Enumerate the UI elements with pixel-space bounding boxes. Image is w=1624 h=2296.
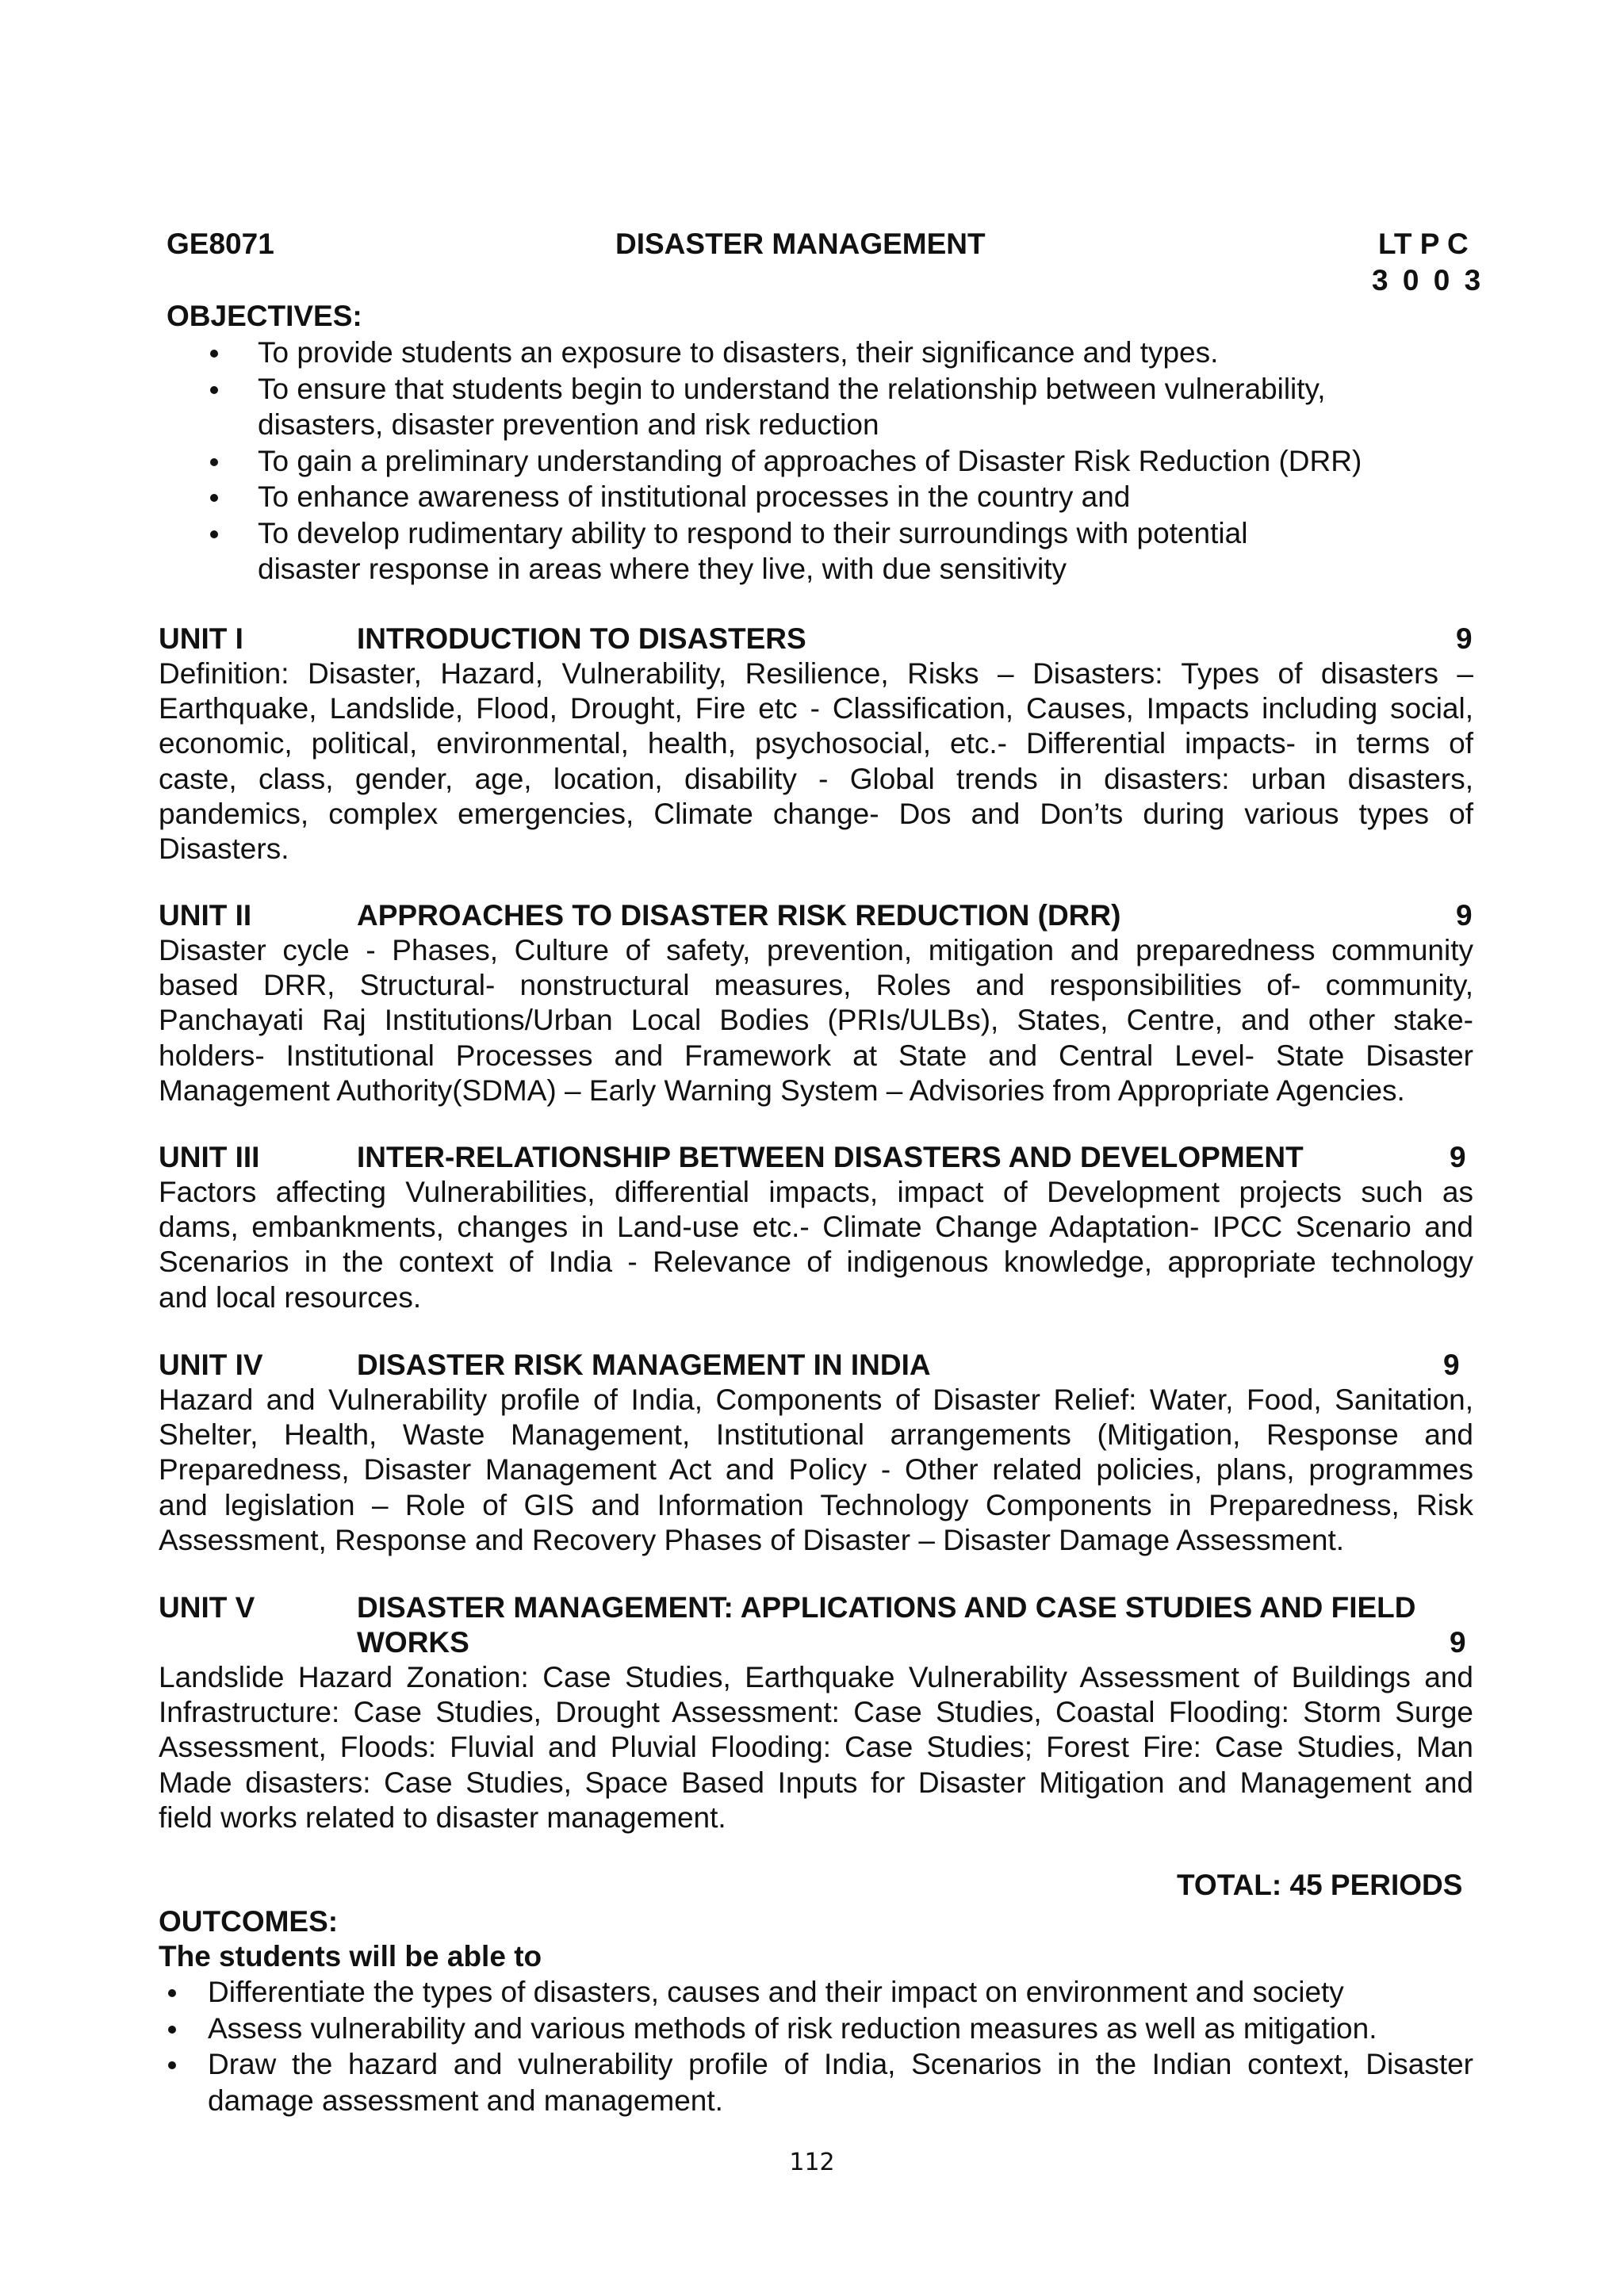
- objective-item: To develop rudimentary ability to respond to their surroundings with potential disaster response in areas where they live, with due sensitivity: [210, 515, 1362, 587]
- objective-item: To enhance awareness of institutional processes in the country and: [210, 479, 1362, 515]
- bullet-icon: [210, 386, 218, 394]
- objective-item: To provide students an exposure to disasters, their significance and types.: [210, 335, 1362, 371]
- unit-3-content: Factors affecting Vulnerabilities, differential impacts, impact of Development projects such as dams, embankments, changes in Land-use etc.- Climate Change Adaptation- IPCC Scenario and Scenarios in the context of India - Relevance of indigenous knowledge, appropriate technology and local resources.: [159, 1176, 1473, 1314]
- page-number: 112: [789, 2149, 835, 2176]
- unit-5-content: Landslide Hazard Zonation: Case Studies, Earthquake Vulnerability Assessment of Buildings and Infrastructure: Case Studies, Drought Assessment: Case Studies, Coastal Flooding: Storm Surge Assessment, Floods: Fluvial and Pluvial Flooding: Case Studies; Forest Fire: Case Studies, Man Made disasters: Case Studies, Space Based Inputs for Disaster Mitigation and Management and field works related to disaster management.: [159, 1661, 1473, 1834]
- bullet-icon: [210, 350, 218, 358]
- outcomes-heading: OUTCOMES:: [159, 1905, 339, 1938]
- course-title: DISASTER MANAGEMENT: [615, 228, 986, 260]
- bullet-icon: [168, 2026, 176, 2034]
- unit-4-hours: 9: [1443, 1349, 1460, 1381]
- total-periods: TOTAL: 45 PERIODS: [1177, 1869, 1463, 1901]
- unit-2-title: APPROACHES TO DISASTER RISK REDUCTION (DRR): [357, 899, 1121, 932]
- ltpc-label: LT P C: [1378, 228, 1469, 260]
- bullet-icon: [210, 458, 218, 466]
- course-code: GE8071: [167, 228, 274, 260]
- unit-4-label: UNIT IV: [159, 1349, 263, 1381]
- unit-1-content: Definition: Disaster, Hazard, Vulnerability, Resilience, Risks – Disasters: Types of disasters – Earthquake, Landslide, Flood, Drought, Fire etc - Classification, Causes, Impacts including social, economic, political, environmental, health, psychosocial, etc.- Differential impacts- in terms of caste, class, gender, age, location, disability - Global trends in disasters: urban disasters, pandemics, complex emergencies, Climate change- Dos and Don’ts during various types of Disasters.: [159, 657, 1473, 866]
- bullet-icon: [168, 1989, 176, 1997]
- unit-4-title: DISASTER RISK MANAGEMENT IN INDIA: [357, 1349, 931, 1381]
- objectives-list: [210, 335, 1362, 587]
- bullet-icon: [210, 494, 218, 502]
- objective-item: To ensure that students begin to understand the relationship between vulnerability, disasters, disaster prevention and risk reduction: [210, 371, 1362, 443]
- unit-2-hours: 9: [1456, 899, 1473, 932]
- bullet-icon: [168, 2061, 176, 2069]
- outcomes-list: [168, 1974, 1473, 2118]
- bullet-icon: [210, 530, 218, 538]
- outcomes-subheading: The students will be able to: [159, 1940, 542, 1973]
- unit-2-content: Disaster cycle - Phases, Culture of safety, prevention, mitigation and preparedness community based DRR, Structural- nonstructural measures, Roles and responsibilities of- community, Panchayati Raj Institutions/Urban Local Bodies (PRIs/ULBs), States, Centre, and other stake- holders- Institutional Processes and Framework at State and Central Level- State Disaster Management Authority(SDMA) – Early Warning System – Advisories from Appropriate Agencies.: [159, 934, 1473, 1107]
- outcome-item: Differentiate the types of disasters, causes and their impact on environment and society: [168, 1974, 1473, 2011]
- unit-1-hours: 9: [1456, 622, 1473, 655]
- unit-5-hours: 9: [1450, 1626, 1466, 1659]
- unit-1-title: INTRODUCTION TO DISASTERS: [357, 622, 806, 655]
- unit-1-label: UNIT I: [159, 622, 243, 655]
- unit-5-title-continued: WORKS: [357, 1626, 469, 1659]
- unit-4-content: Hazard and Vulnerability profile of India, Components of Disaster Relief: Water, Food, Sanitation, Shelter, Health, Waste Management, Institutional arrangements (Mitigation, Response and Preparedness, Disaster Management Act and Policy - Other related policies, plans, programmes and legislation – Role of GIS and Information Technology Components in Preparedness, Risk Assessment, Response and Recovery Phases of Disaster – Disaster Damage Assessment.: [159, 1383, 1473, 1556]
- unit-3-hours: 9: [1450, 1141, 1466, 1173]
- unit-5-title: DISASTER MANAGEMENT: APPLICATIONS AND CASE STUDIES AND FIELD: [357, 1591, 1416, 1624]
- unit-3-label: UNIT III: [159, 1141, 260, 1173]
- objectives-heading: OBJECTIVES:: [167, 300, 362, 332]
- unit-3-title: INTER-RELATIONSHIP BETWEEN DISASTERS AND DEVELOPMENT: [357, 1141, 1304, 1173]
- unit-5-label: UNIT V: [159, 1591, 255, 1624]
- outcome-item: Draw the hazard and vulnerability profile of India, Scenarios in the Indian context, Disaster damage assessment and management.: [168, 2046, 1473, 2118]
- outcome-item: Assess vulnerability and various methods of risk reduction measures as well as mitigation.: [168, 2011, 1473, 2047]
- objective-item: To gain a preliminary understanding of approaches of Disaster Risk Reduction (DRR): [210, 443, 1362, 480]
- ltpc-values: 3 0 0 3: [1372, 264, 1484, 297]
- unit-2-label: UNIT II: [159, 899, 252, 932]
